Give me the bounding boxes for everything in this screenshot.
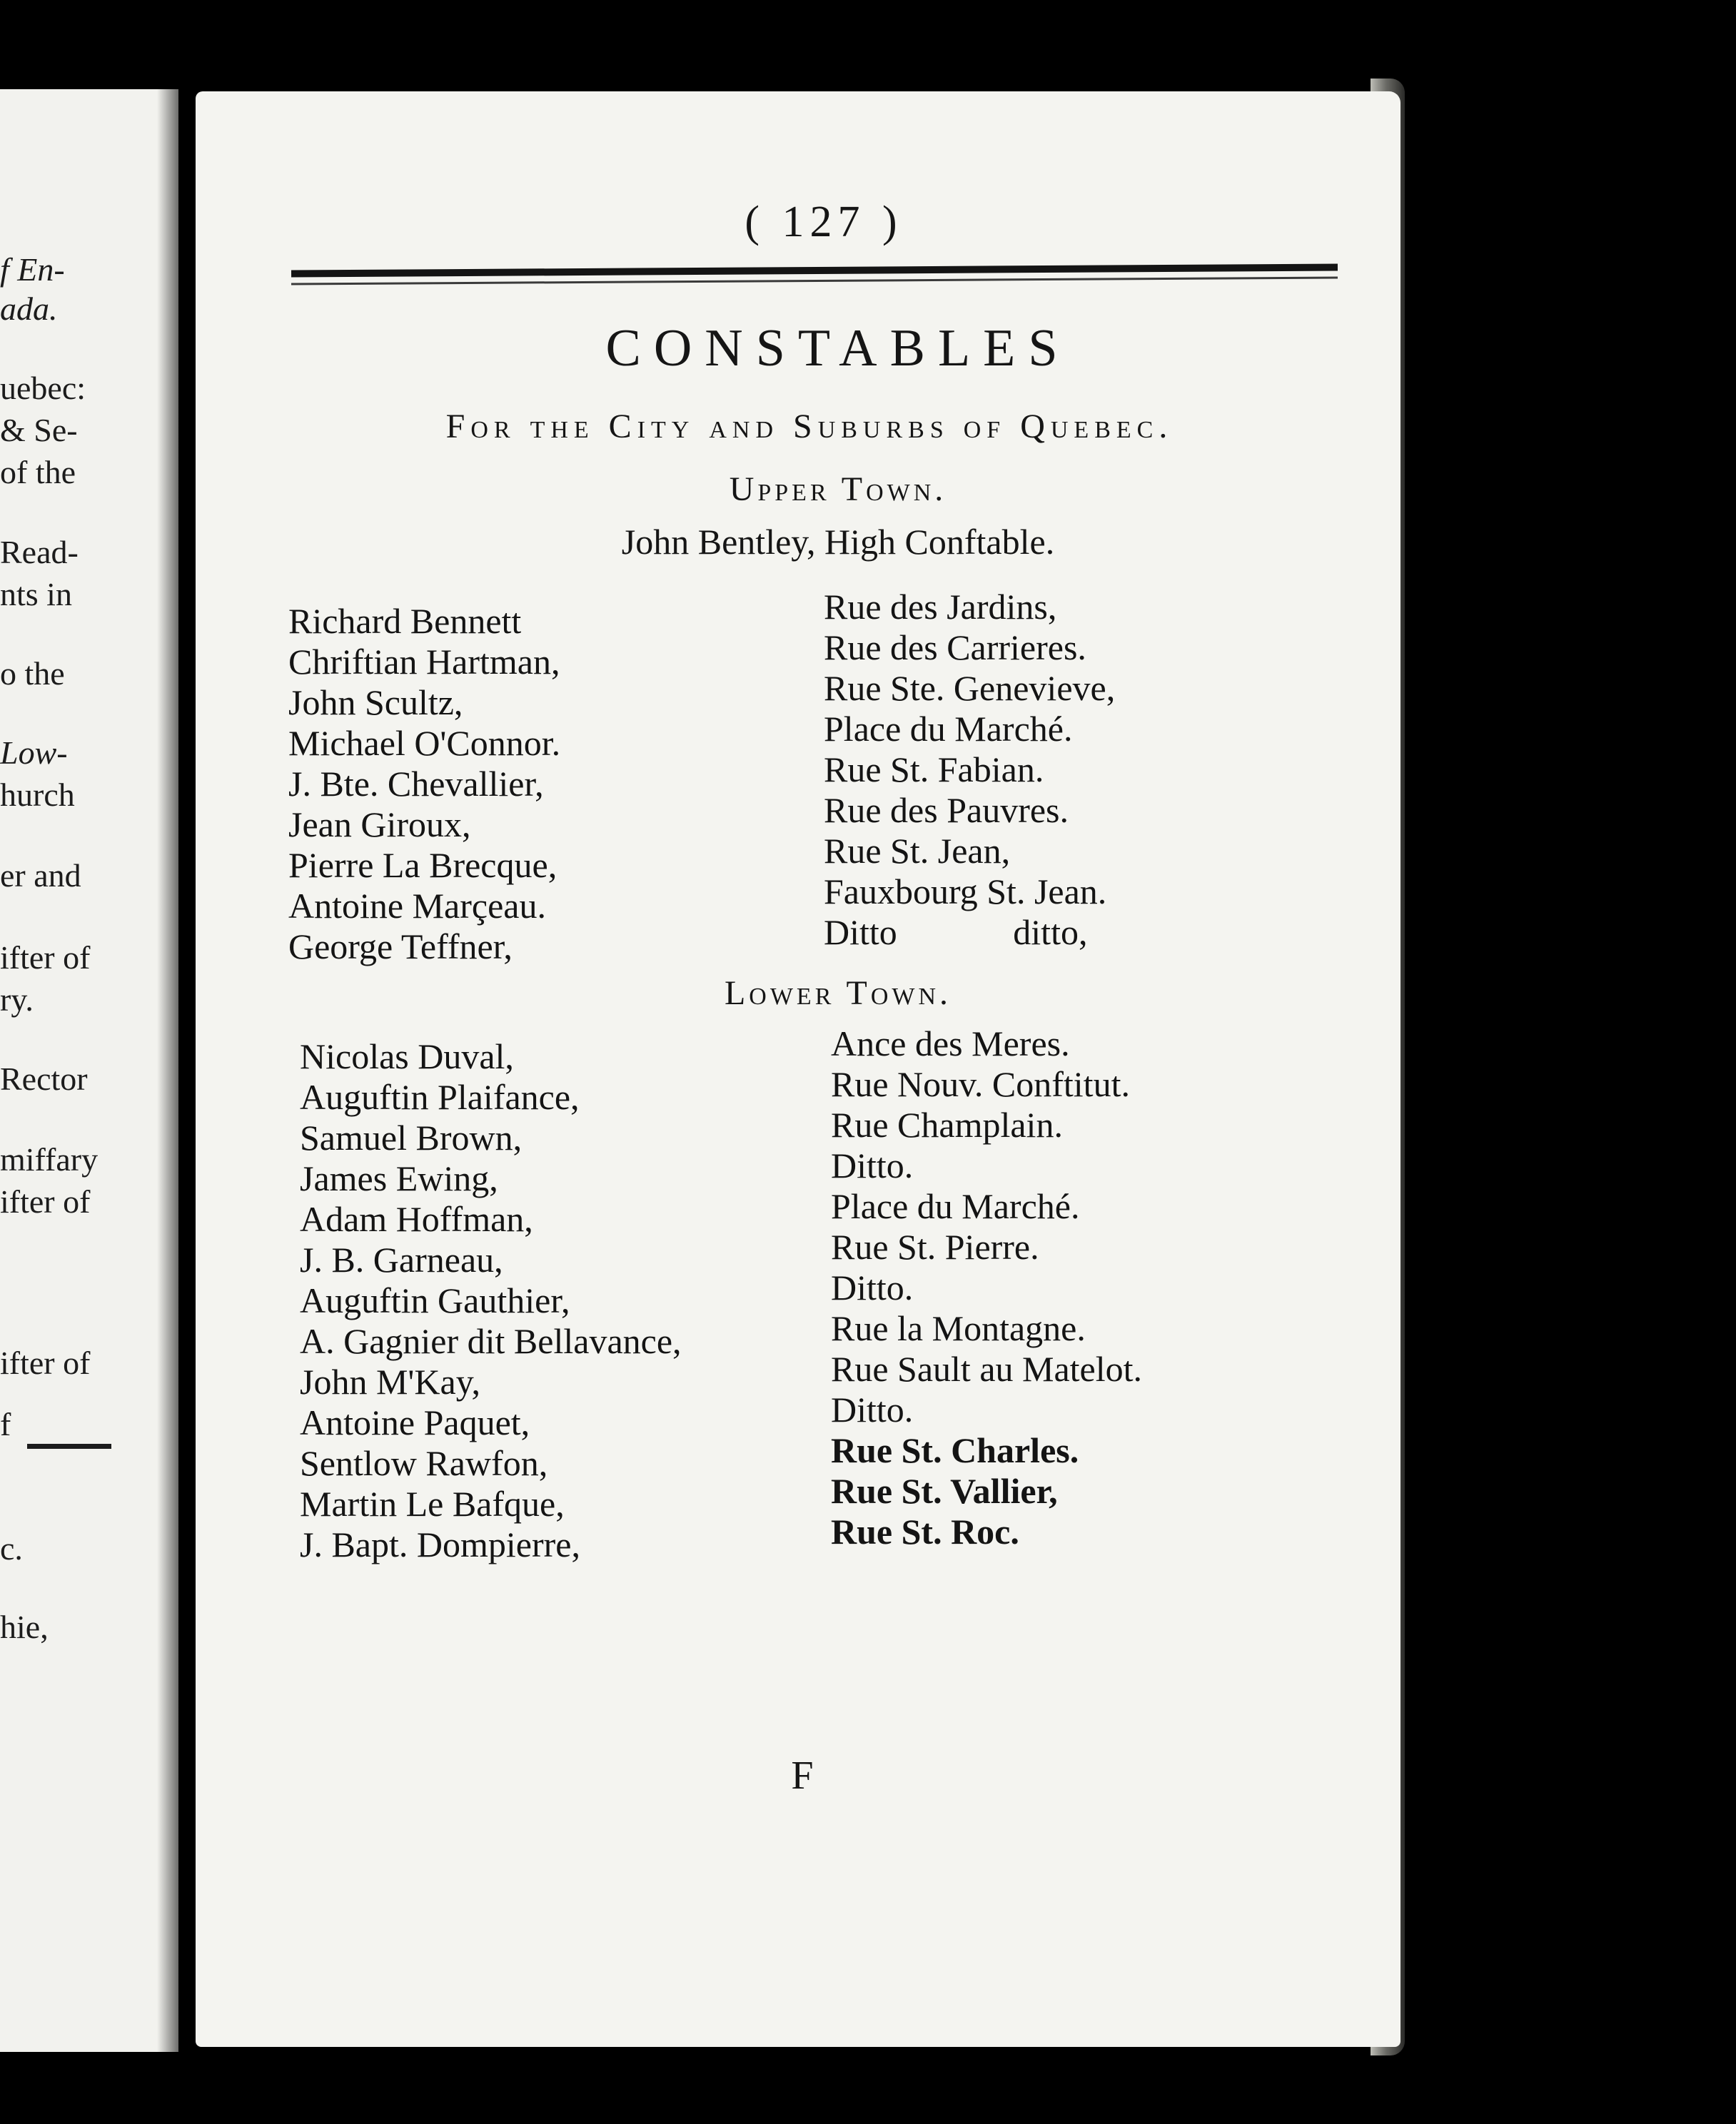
list-item: Rue St. Pierre. — [831, 1227, 1039, 1267]
list-item: Richard Bennett — [288, 601, 522, 641]
page-number: ( 127 ) — [745, 198, 903, 246]
list-item: Michael O'Connor. — [288, 723, 561, 763]
list-item: Rue St. Roc. — [831, 1512, 1019, 1552]
left-page-fragment: nts in — [0, 576, 72, 612]
left-page-fragment: of the — [0, 454, 76, 490]
list-item: A. Gagnier dit Bellavance, — [300, 1321, 682, 1361]
list-item: Rue Nouv. Conftitut. — [831, 1064, 1130, 1104]
left-page-fragment: & Se- — [0, 412, 78, 448]
list-item: Rue St. Fabian. — [824, 749, 1044, 789]
list-item: J. Bte. Chevallier, — [288, 764, 544, 804]
list-item: Auguftin Plaifance, — [300, 1077, 580, 1117]
page-title: CONSTABLES — [605, 319, 1071, 378]
list-item: Martin Le Bafque, — [300, 1484, 565, 1524]
lower-town-names — [300, 1036, 682, 1565]
left-facing-page — [0, 89, 178, 2052]
list-item: Rue Ste. Genevieve, — [824, 668, 1116, 708]
left-page-fragment: Rector — [0, 1061, 88, 1097]
left-page-fragment: c. — [0, 1530, 23, 1567]
list-item: Ditto. — [831, 1268, 914, 1308]
list-item: Rue la Montagne. — [831, 1308, 1086, 1348]
list-item: Antoine Paquet, — [300, 1402, 530, 1442]
lower-town-heading: Lower Town. — [724, 974, 952, 1012]
list-item: Chriftian Hartman, — [288, 642, 560, 682]
list-item: Rue St. Jean, — [824, 831, 1011, 871]
left-page-fragment: ifter of — [0, 1183, 91, 1220]
list-item: Auguftin Gauthier, — [300, 1280, 570, 1320]
upper-town-heading: Upper Town. — [729, 470, 947, 508]
list-item: J. Bapt. Dompierre, — [300, 1524, 580, 1564]
signature-mark: F — [791, 1754, 814, 1798]
list-item: Antoine Marçeau. — [288, 886, 546, 926]
list-item: Nicolas Duval, — [300, 1036, 514, 1076]
left-page-fragment: f — [0, 1406, 11, 1442]
list-item: Ditto. — [831, 1146, 914, 1185]
list-item: Pierre La Brecque, — [288, 845, 557, 885]
book-gutter-shadow — [157, 89, 178, 2052]
list-item: Ditto. — [831, 1390, 914, 1430]
list-item: Rue St. Vallier, — [831, 1471, 1058, 1511]
list-item: John M'Kay, — [300, 1362, 480, 1402]
list-item: Rue Sault au Matelot. — [831, 1349, 1143, 1389]
left-page-fragment: er and — [0, 857, 81, 894]
header-rule — [291, 264, 1338, 278]
left-page-fragment: o the — [0, 655, 65, 692]
left-page-fragment: f En- — [0, 251, 65, 288]
left-page-fragment: ifter of — [0, 1345, 91, 1381]
list-item: J. B. Garneau, — [300, 1240, 503, 1280]
lower-town-streets — [831, 1023, 1142, 1552]
left-page-fragment: ada. — [0, 290, 58, 327]
list-item: Place du Marché. — [831, 1186, 1080, 1226]
list-item: James Ewing, — [300, 1158, 498, 1198]
list-item: Ance des Meres. — [831, 1023, 1070, 1063]
left-page-fragment: uebec: — [0, 370, 86, 406]
header-rule-thin — [291, 277, 1338, 285]
list-item: Ditto ditto, — [824, 912, 1088, 952]
left-page-fragment: Read- — [0, 534, 79, 570]
left-page-dash-rule — [27, 1444, 111, 1449]
high-constable-line: John Bentley, High Conftable. — [621, 522, 1055, 562]
left-page-fragment: hie, — [0, 1609, 49, 1645]
list-item: Jean Giroux, — [288, 804, 471, 844]
left-page-fragment: ry. — [0, 981, 34, 1018]
list-item: Place du Marché. — [824, 709, 1073, 749]
list-item: Rue des Pauvres. — [824, 790, 1069, 830]
upper-town-names — [288, 601, 560, 967]
list-item: George Teffner, — [288, 926, 513, 966]
left-page-fragment: miffary — [0, 1141, 99, 1178]
left-page-fragment: hurch — [0, 777, 75, 813]
left-page-fragment: Low- — [0, 734, 68, 771]
list-item: Rue Champlain. — [831, 1105, 1063, 1145]
list-item: John Scultz, — [288, 682, 463, 722]
left-page-fragment: ifter of — [0, 939, 91, 976]
list-item: Rue des Carrieres. — [824, 627, 1086, 667]
list-item: Rue St. Charles. — [831, 1430, 1079, 1470]
right-page — [196, 91, 1401, 2047]
list-item: Samuel Brown, — [300, 1118, 523, 1158]
upper-town-streets — [824, 587, 1115, 953]
list-item: Rue des Jardins, — [824, 587, 1057, 627]
list-item: Adam Hoffman, — [300, 1199, 533, 1239]
page-subtitle: For the City and Suburbs of Quebec. — [445, 408, 1174, 445]
list-item: Fauxbourg St. Jean. — [824, 871, 1107, 911]
list-item: Sentlow Rawfon, — [300, 1443, 548, 1483]
